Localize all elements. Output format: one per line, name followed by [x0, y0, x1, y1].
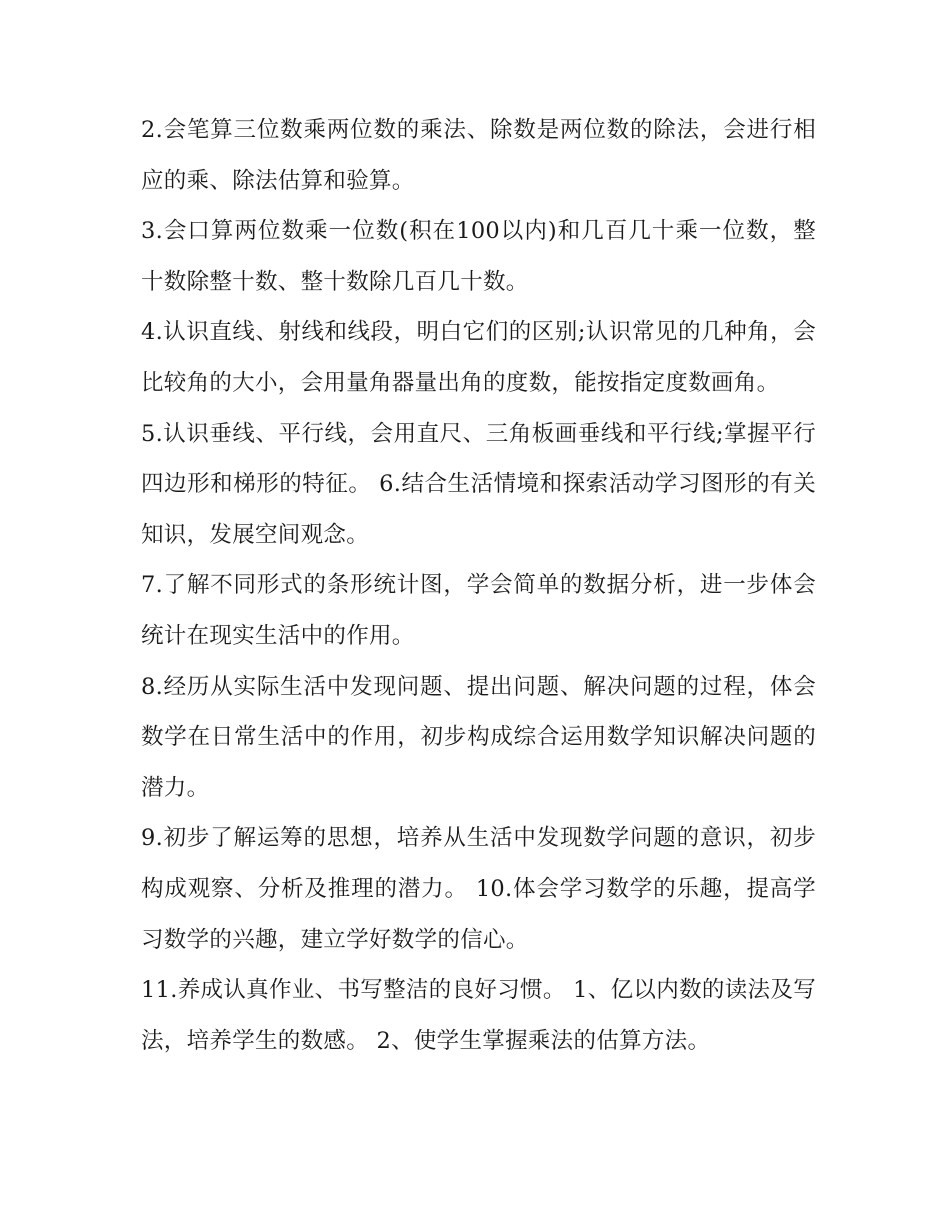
paragraph-item-8: 8.经历从实际生活中发现问题、提出问题、解决问题的过程，体会数学在日常生活中的作用，初步构成综合运用数学知识解决问题的潜力。	[141, 673, 816, 801]
paragraph-item-11: 11.养成认真作业、书写整洁的良好习惯。 1、亿以内数的读法及写法，培养学生的数感。 2、使学生掌握乘法的估算方法。	[141, 977, 816, 1054]
paragraph-item-3: 3.会口算两位数乘一位数(积在100以内)和几百几十乘一位数，整十数除整十数、整十数除几百几十数。	[141, 218, 816, 295]
paragraph-item-5-6: 5.认识垂线、平行线，会用直尺、三角板画垂线和平行线;掌握平行四边形和梯形的特征。 6.结合生活情境和探索活动学习图形的有关知识，发展空间观念。	[141, 420, 816, 548]
paragraph-item-9-10: 9.初步了解运筹的思想，培养从生活中发现数学问题的意识，初步构成观察、分析及推理的潜力。 10.体会学习数学的乐趣，提高学习数学的兴趣，建立学好数学的信心。	[141, 825, 816, 953]
document-body	[141, 105, 816, 1066]
paragraph-item-2: 2.会笔算三位数乘两位数的乘法、除数是两位数的除法，会进行相应的乘、除法估算和验算。	[141, 117, 816, 194]
paragraph-item-4: 4.认识直线、射线和线段，明白它们的区别;认识常见的几种角，会比较角的大小，会用量角器量出角的度数，能按指定度数画角。	[141, 319, 816, 396]
paragraph-item-7: 7.了解不同形式的条形统计图，学会简单的数据分析，进一步体会统计在现实生活中的作用。	[141, 572, 816, 649]
